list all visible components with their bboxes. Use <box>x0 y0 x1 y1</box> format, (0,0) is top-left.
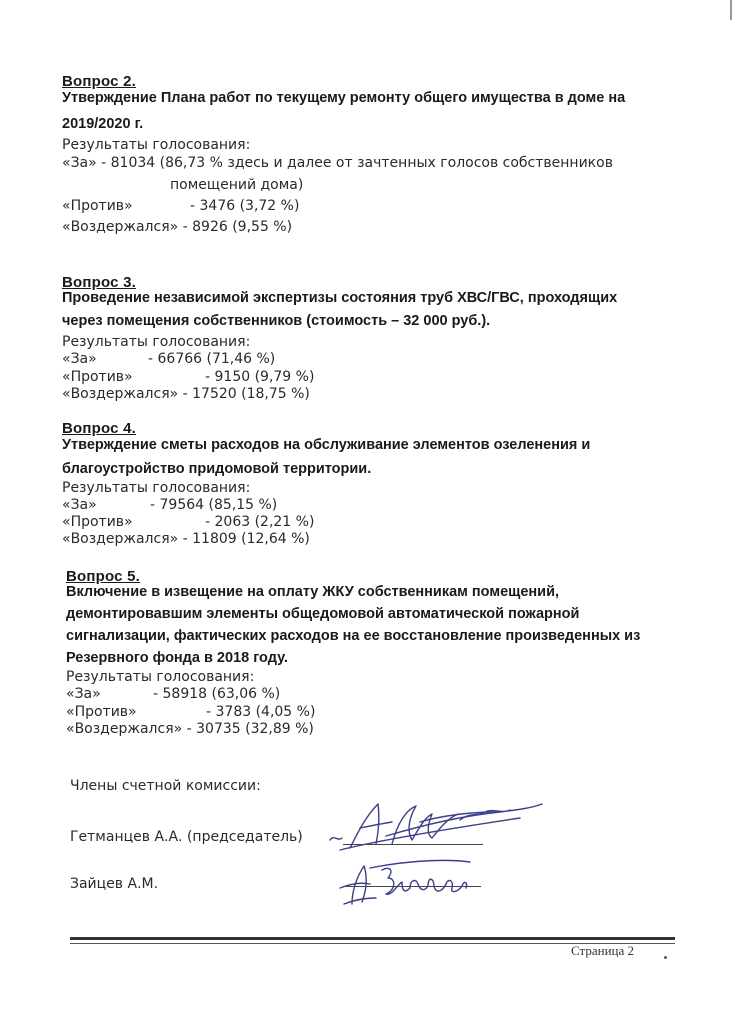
q5-title-line1: Включение в извещение на оплату ЖКУ собственникам помещений, <box>66 584 560 600</box>
q5-against-label: «Против» <box>66 704 137 720</box>
q3-title-line1: Проведение независимой экспертизы состояния труб ХВС/ГВС, проходящих <box>62 290 618 306</box>
q4-against-label: «Против» <box>62 514 133 530</box>
q5-for-value: - 58918 (63,06 %) <box>153 686 281 702</box>
q2-title-line2: 2019/2020 г. <box>62 116 144 132</box>
signature-zaitsev <box>330 848 480 908</box>
q4-results-label: Результаты голосования: <box>62 480 251 496</box>
q5-against-value: - 3783 (4,05 %) <box>206 704 316 720</box>
q4-heading: Вопрос 4. <box>62 420 137 437</box>
page-number: Страница 2 <box>571 943 635 958</box>
scan-speck <box>664 956 667 959</box>
q4-abstain: «Воздержался» - 11809 (12,64 %) <box>62 531 310 547</box>
commission-member-2: Зайцев А.М. <box>70 876 159 892</box>
q3-for-label: «За» <box>62 351 97 367</box>
q3-title-line2: через помещения собственников (стоимость – 32 000 руб.). <box>62 313 491 329</box>
q5-title-line3: сигнализации, фактических расходов на ее восстановление произведенных из <box>66 628 641 644</box>
q5-results-label: Результаты голосования: <box>66 669 255 685</box>
q4-for-value: - 79564 (85,15 %) <box>150 497 278 513</box>
footer-rule-thick <box>70 937 675 940</box>
q2-abstain: «Воздержался» - 8926 (9,55 %) <box>62 219 293 235</box>
q2-heading: Вопрос 2. <box>62 73 137 90</box>
q3-against-label: «Против» <box>62 369 133 385</box>
q5-title-line4: Резервного фонда в 2018 году. <box>66 650 288 666</box>
q5-title-line2: демонтировавшим элементы общедомовой автоматической пожарной <box>66 606 580 622</box>
q3-abstain: «Воздержался» - 17520 (18,75 %) <box>62 386 310 402</box>
q2-against-label: «Против» <box>62 198 133 214</box>
q3-heading: Вопрос 3. <box>62 274 137 291</box>
q2-for-line2: помещений дома) <box>170 177 304 193</box>
q4-title-line2: благоустройство придомовой территории. <box>62 461 372 477</box>
q3-results-label: Результаты голосования: <box>62 334 251 350</box>
q4-for-label: «За» <box>62 497 97 513</box>
signature-getmantsev <box>320 782 550 857</box>
commission-member-chairman: Гетманцев А.А. (председатель) <box>70 829 303 845</box>
q5-abstain: «Воздержался» - 30735 (32,89 %) <box>66 721 314 737</box>
commission-heading: Члены счетной комиссии: <box>70 778 261 794</box>
q2-against-value: - 3476 (3,72 %) <box>190 198 300 214</box>
q3-for-value: - 66766 (71,46 %) <box>148 351 276 367</box>
q3-against-value: - 9150 (9,79 %) <box>205 369 315 385</box>
q2-for-line1: «За» - 81034 (86,73 % здесь и далее от зачтенных голосов собственников <box>62 155 613 171</box>
q2-results-label: Результаты голосования: <box>62 137 251 153</box>
q2-title-line1: Утверждение Плана работ по текущему ремонту общего имущества в доме на <box>62 90 626 106</box>
q4-against-value: - 2063 (2,21 %) <box>205 514 315 530</box>
scan-edge-mark <box>730 0 732 20</box>
q5-for-label: «За» <box>66 686 101 702</box>
q4-title-line1: Утверждение сметы расходов на обслуживание элементов озеленения и <box>62 437 591 453</box>
q5-heading: Вопрос 5. <box>66 568 141 585</box>
